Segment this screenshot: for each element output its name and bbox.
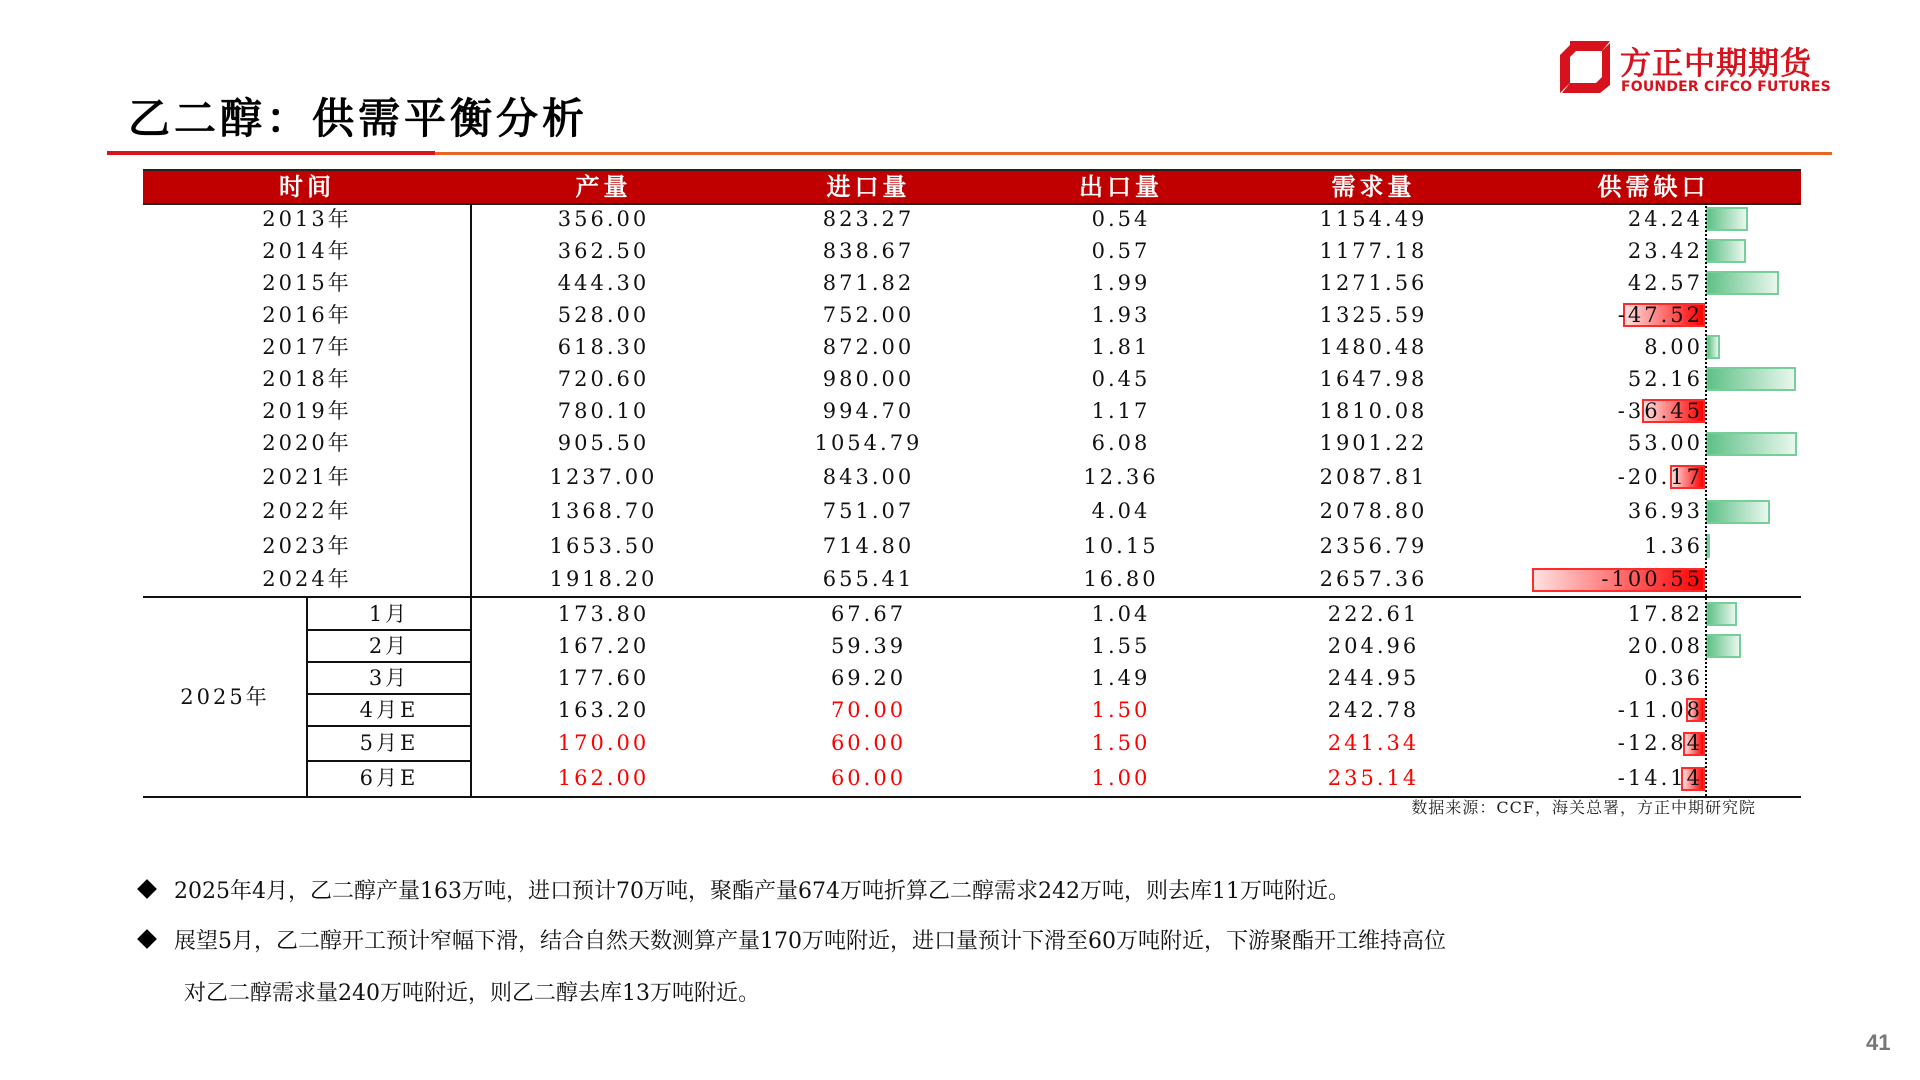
table-cell-production: 1237.00: [549, 465, 658, 489]
table-cell-time: 2022年: [262, 499, 352, 523]
table-cell-production: 163.20: [557, 698, 650, 722]
table-cell-imports: 872.00: [822, 335, 915, 359]
header-time: 时间: [279, 173, 335, 201]
table-cell-imports: 843.00: [822, 465, 915, 489]
title-rule-orange: [435, 152, 1832, 155]
bullet-text-continued: 对乙二醇需求量240万吨附近，则乙二醇去库13万吨附近。: [184, 981, 760, 1006]
table-cell-month: 1月: [368, 602, 410, 626]
table-cell-demand: 222.61: [1327, 602, 1420, 626]
month-divider: [307, 661, 471, 663]
table-cell-exports: 1.50: [1091, 698, 1151, 722]
table-cell-production: 1653.50: [549, 534, 658, 558]
table-cell-month: 5月E: [359, 731, 419, 755]
table-cell-demand: 241.34: [1327, 731, 1420, 755]
positive-gap-bar: [1706, 367, 1796, 391]
table-cell-production: 362.50: [557, 239, 650, 263]
diamond-bullet-icon: [137, 929, 157, 949]
month-divider: [307, 629, 471, 631]
table-cell-time: 2017年: [262, 335, 352, 359]
table-cell-gap: 52.16: [1627, 367, 1703, 391]
table-cell-production: 720.60: [557, 367, 650, 391]
table-cell-production: 1368.70: [549, 499, 658, 523]
table-cell-demand: 1325.59: [1319, 303, 1428, 327]
table-cell-gap: -47.52: [1617, 303, 1703, 327]
brand-logo: [1560, 38, 1840, 98]
table-cell-demand: 2087.81: [1319, 465, 1428, 489]
table-cell-gap: 42.57: [1627, 271, 1703, 295]
header-imports: 进口量: [826, 173, 911, 201]
table-cell-demand: 1271.56: [1319, 271, 1428, 295]
positive-gap-bar: [1706, 602, 1737, 626]
table-cell-exports: 1.50: [1091, 731, 1151, 755]
positive-gap-bar: [1706, 239, 1746, 263]
table-cell-time: 2024年: [262, 567, 352, 591]
table-cell-time: 2019年: [262, 399, 352, 423]
table-cell-demand: 1177.18: [1319, 239, 1428, 263]
table-cell-imports: 59.39: [830, 634, 907, 658]
table-cell-demand: 2356.79: [1319, 534, 1428, 558]
table-cell-imports: 69.20: [830, 666, 907, 690]
table-cell-gap: -14.14: [1617, 766, 1703, 790]
bullet-text: 展望5月，乙二醇开工预计窄幅下滑，结合自然天数测算产量170万吨附近，进口量预计下滑至60万吨附近，下游聚酯开工维持高位: [174, 929, 1446, 954]
table-cell-imports: 751.07: [822, 499, 915, 523]
table-cell-gap: 53.00: [1627, 431, 1703, 455]
table-cell-imports: 60.00: [830, 766, 907, 790]
table-cell-demand: 204.96: [1327, 634, 1420, 658]
month-divider: [307, 760, 471, 762]
table-cell-production: 356.00: [557, 207, 650, 231]
diamond-bullet-icon: [137, 879, 157, 899]
positive-gap-bar: [1706, 207, 1748, 231]
table-cell-time: 2023年: [262, 534, 352, 558]
table-cell-exports: 4.04: [1091, 499, 1151, 523]
positive-gap-bar: [1706, 500, 1770, 524]
table-cell-demand: 1901.22: [1319, 431, 1428, 455]
table-cell-gap: 36.93: [1627, 499, 1703, 523]
brand-name-en: FOUNDER CIFCO FUTURES: [1621, 79, 1831, 95]
table-cell-time: 2018年: [262, 367, 352, 391]
positive-gap-bar: [1706, 432, 1797, 456]
month-divider: [307, 693, 471, 695]
table-cell-demand: 242.78: [1327, 698, 1420, 722]
header-exports: 出口量: [1079, 173, 1163, 201]
table-cell-exports: 1.81: [1091, 335, 1151, 359]
table-cell-gap: 20.08: [1627, 634, 1703, 658]
table-cell-imports: 60.00: [830, 731, 907, 755]
table-cell-production: 780.10: [557, 399, 650, 423]
table-cell-gap: 8.00: [1644, 335, 1703, 359]
table-cell-exports: 0.57: [1091, 239, 1151, 263]
table-cell-time: 2016年: [262, 303, 352, 327]
table-cell-exports: 1.93: [1091, 303, 1151, 327]
table-cell-imports: 1054.79: [814, 431, 923, 455]
table-cell-exports: 10.15: [1083, 534, 1159, 558]
table-cell-demand: 2078.80: [1319, 499, 1428, 523]
table-cell-demand: 1154.49: [1319, 207, 1428, 231]
table-cell-exports: 0.45: [1091, 367, 1151, 391]
table-cell-gap: -12.84: [1617, 731, 1703, 755]
table-cell-time: 2015年: [262, 271, 352, 295]
table-cell-imports: 655.41: [822, 567, 915, 591]
table-cell-month: 2月: [368, 634, 410, 658]
table-cell-exports: 1.55: [1091, 634, 1151, 658]
table-cell-demand: 1480.48: [1319, 335, 1428, 359]
table-cell-exports: 6.08: [1091, 431, 1151, 455]
table-cell-time: 2021年: [262, 465, 352, 489]
table-cell-imports: 871.82: [822, 271, 915, 295]
table-cell-production: 1918.20: [549, 567, 658, 591]
table-header: [143, 169, 1801, 205]
table-cell-exports: 0.54: [1091, 207, 1151, 231]
month-divider: [307, 725, 471, 727]
table-cell-imports: 994.70: [822, 399, 915, 423]
table-cell-exports: 1.99: [1091, 271, 1151, 295]
table-cell-production: 177.60: [557, 666, 650, 690]
bullet-item: [140, 874, 1350, 905]
table-cell-gap: -11.08: [1617, 698, 1703, 722]
title-rule-red: [107, 151, 435, 155]
table-cell-demand: 1810.08: [1319, 399, 1428, 423]
header-production: 产量: [575, 173, 632, 201]
table-cell-gap: 1.36: [1644, 534, 1703, 558]
table-cell-gap: -20.17: [1617, 465, 1703, 489]
page-number: 41: [1866, 1030, 1891, 1055]
table-cell-year-2025: 2025年: [180, 685, 270, 709]
table-cell-demand: 244.95: [1327, 666, 1420, 690]
header-demand: 需求量: [1331, 173, 1416, 201]
table-cell-imports: 67.67: [830, 602, 907, 626]
table-cell-demand: 1647.98: [1319, 367, 1428, 391]
table-cell-production: 173.80: [557, 602, 650, 626]
table-cell-production: 618.30: [557, 335, 650, 359]
table-cell-gap: -100.55: [1601, 567, 1703, 591]
table-cell-gap: 24.24: [1627, 207, 1703, 231]
table-cell-exports: 1.49: [1091, 666, 1151, 690]
table-cell-gap: 17.82: [1627, 602, 1703, 626]
table-cell-demand: 2657.36: [1319, 567, 1428, 591]
table-cell-imports: 70.00: [830, 698, 907, 722]
founder-logo-icon: [1560, 41, 1610, 93]
table-cell-production: 167.20: [557, 634, 650, 658]
table-cell-exports: 16.80: [1083, 567, 1159, 591]
month-column-divider: [306, 598, 308, 796]
brand-name-cn: 方正中期期货: [1620, 46, 1812, 82]
table-cell-imports: 823.27: [822, 207, 915, 231]
table-cell-month: 6月E: [359, 766, 419, 790]
positive-gap-bar: [1706, 634, 1741, 658]
page-title: 乙二醇：供需平衡分析: [128, 94, 589, 143]
bullet-text: 2025年4月，乙二醇产量163万吨，进口预计70万吨，聚酯产量674万吨折算乙二醇需求242万吨，则去库11万吨附近。: [174, 879, 1350, 904]
table-cell-imports: 980.00: [822, 367, 915, 391]
table-cell-demand: 235.14: [1327, 766, 1420, 790]
table-cell-time: 2020年: [262, 431, 352, 455]
table-cell-exports: 12.36: [1083, 465, 1159, 489]
table-cell-imports: 714.80: [822, 534, 915, 558]
positive-gap-bar: [1706, 335, 1720, 359]
table-cell-production: 444.30: [557, 271, 650, 295]
table-cell-time: 2014年: [262, 239, 352, 263]
table-cell-production: 905.50: [557, 431, 650, 455]
time-column-divider: [470, 203, 472, 796]
table-cell-time: 2013年: [262, 207, 352, 231]
bullet-item: [140, 924, 1446, 955]
table-cell-exports: 1.04: [1091, 602, 1151, 626]
header-gap: 供需缺口: [1597, 173, 1710, 201]
table-cell-month: 4月E: [359, 698, 419, 722]
positive-gap-bar: [1706, 271, 1779, 295]
table-cell-production: 162.00: [557, 766, 650, 790]
table-cell-production: 170.00: [557, 731, 650, 755]
table-cell-production: 528.00: [557, 303, 650, 327]
table-cell-gap: -36.45: [1617, 399, 1703, 423]
gap-zero-axis: [1705, 203, 1707, 796]
table-cell-exports: 1.00: [1091, 766, 1151, 790]
table-cell-exports: 1.17: [1091, 399, 1151, 423]
table-cell-month: 3月: [368, 666, 410, 690]
table-cell-gap: 23.42: [1627, 239, 1703, 263]
table-cell-imports: 838.67: [822, 239, 915, 263]
table-cell-gap: 0.36: [1644, 666, 1703, 690]
table-cell-imports: 752.00: [822, 303, 915, 327]
data-source-note: 数据来源：CCF，海关总署，方正中期研究院: [1411, 798, 1756, 817]
